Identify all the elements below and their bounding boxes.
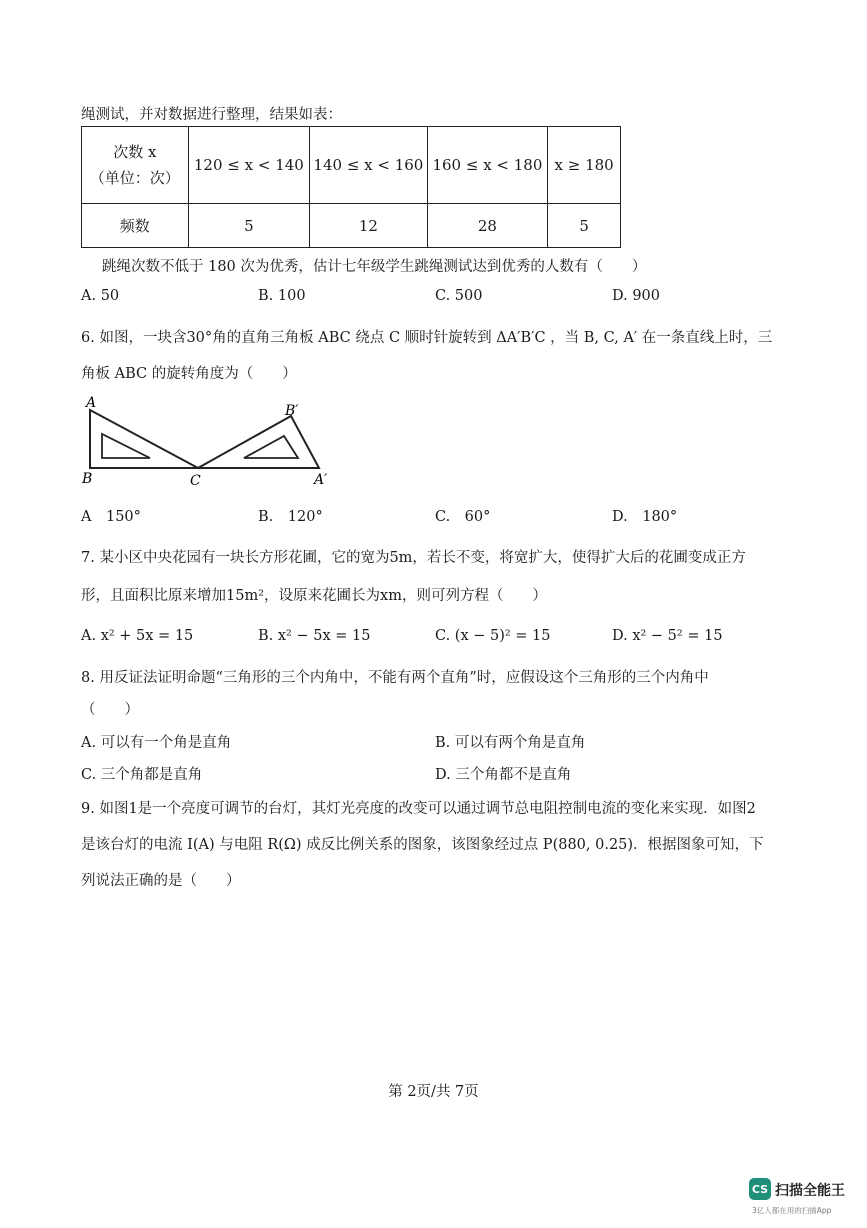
q7-option-c: C. (x − 5)² = 15 [435, 628, 551, 644]
range-cell: 120 ≤ x < 140 [188, 127, 310, 204]
frequency-cell: 5 [188, 204, 310, 248]
label-a: A [86, 395, 97, 411]
q5-option-b: B. 100 [258, 288, 306, 304]
label-b-prime: B′ [285, 403, 299, 419]
q8-line2: （ ） [81, 702, 139, 718]
page-footer: 第 2页/共 7页 [388, 1084, 479, 1100]
q7-option-d: D. x² − 5² = 15 [612, 628, 723, 644]
label-a-prime: A′ [314, 472, 328, 488]
q6-line2: 角板 ABC 的旋转角度为（ ） [81, 366, 297, 382]
label-b: B [82, 471, 93, 487]
q6-option-c: C. 60° [435, 509, 491, 525]
q8-option-a: A. 可以有一个角是直角 [81, 735, 232, 751]
q7-line2: 形，且面积比原来增加15m²，设原来花圃长为xm，则可列方程（ ） [81, 588, 547, 604]
range-cell: x ≥ 180 [548, 127, 621, 204]
range-cell: 160 ≤ x < 180 [427, 127, 548, 204]
frequency-cell: 28 [427, 204, 548, 248]
q5-option-d: D. 900 [612, 288, 661, 304]
q6-option-d: D. 180° [612, 509, 678, 525]
q5-text: 跳绳次数不低于 180 次为优秀，估计七年级学生跳绳测试达到优秀的人数有（ ） [102, 259, 647, 275]
table-header-label [82, 127, 189, 204]
q8-option-b: B. 可以有两个角是直角 [435, 735, 586, 751]
triangle-figure [78, 392, 340, 492]
header-label-line2: （单位：次） [89, 169, 180, 187]
range-cell: 140 ≤ x < 160 [310, 127, 428, 204]
q5-option-a: A. 50 [81, 288, 120, 304]
q8-line1: 8. 用反证法证明命题“三角形的三个内角中，不能有两个直角”时，应假设这个三角形的三个内角中 [81, 670, 709, 686]
q9-line2: 是该台灯的电流 I(A) 与电阻 R(Ω) 成反比例关系的图象，该图象经过点 P(880, 0.25)．根据图象可知，下 [81, 837, 764, 853]
q6-line1: 6. 如图，一块含30°角的直角三角板 ABC 绕点 C 顺时针旋转到 ΔA′B′C ，当 B, C, A′ 在一条直线上时，三 [81, 330, 773, 346]
intro-line: 绳测试，并对数据进行整理，结果如表： [81, 107, 342, 123]
table-row [82, 204, 621, 248]
q5-option-c: C. 500 [435, 288, 483, 304]
scanner-brand: 扫描全能王 [775, 1183, 845, 1199]
q8-option-c: C. 三个角都是直角 [81, 767, 203, 783]
q7-option-b: B. x² − 5x = 15 [258, 628, 371, 644]
scanner-tagline: 3亿人都在用的扫描App [752, 1206, 832, 1215]
header-label-line1: 次数 x [113, 143, 157, 161]
label-c: C [190, 473, 201, 489]
triangle-a1b1c [198, 416, 319, 468]
frequency-cell: 5 [548, 204, 621, 248]
row-label: 频数 [82, 204, 189, 248]
triangle-a1b1c-inner [244, 436, 298, 458]
q7-option-a: A. x² + 5x = 15 [81, 628, 194, 644]
frequency-cell: 12 [310, 204, 428, 248]
frequency-table [81, 126, 621, 248]
q9-line3: 列说法正确的是（ ） [81, 873, 241, 889]
table-row [82, 127, 621, 204]
q8-option-d: D. 三个角都不是直角 [435, 767, 572, 783]
q7-line1: 7. 某小区中央花园有一块长方形花圃，它的宽为5m，若长不变，将宽扩大，使得扩大后的花圃变成正方 [81, 550, 746, 566]
q6-option-b: B. 120° [258, 509, 323, 525]
scanner-logo-icon: CS [749, 1178, 771, 1200]
triangle-abc [90, 410, 198, 468]
q9-line1: 9. 如图1是一个亮度可调节的台灯，其灯光亮度的改变可以通过调节总电阻控制电流的变化来实现．如图2 [81, 801, 756, 817]
q6-option-a: A 150° [81, 509, 141, 525]
